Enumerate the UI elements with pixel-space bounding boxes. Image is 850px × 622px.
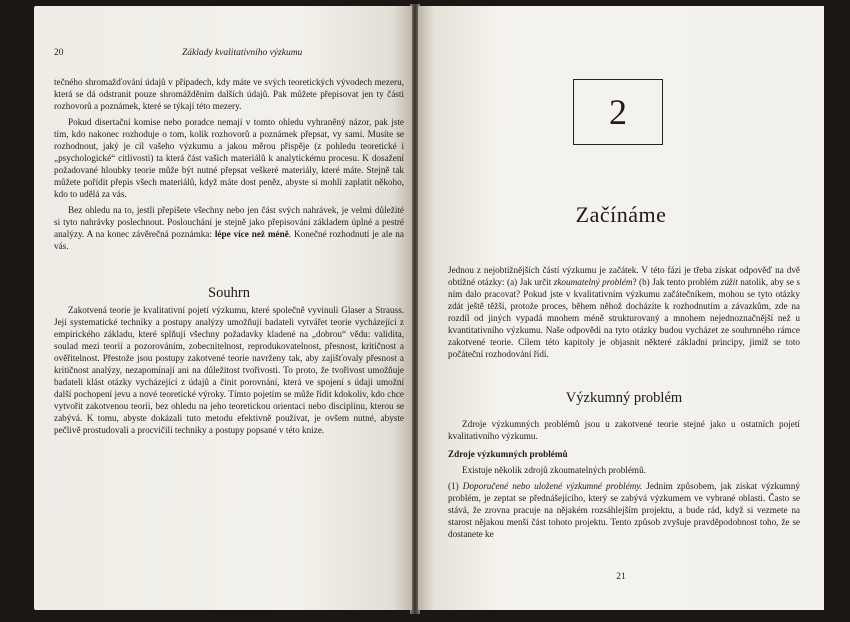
emphasis-italic: zkoumatelný problém: [553, 277, 633, 287]
chapter-intro-block: [448, 264, 800, 360]
left-text-block: [54, 76, 404, 252]
subsection-heading: Zdroje výzkumných problémů: [448, 449, 568, 459]
emphasis-bold: lépe více než méně: [214, 229, 289, 239]
paragraph: Zdroje výzkumných problémů jsou u zakotvené teorie stejné jako u ostatních pojetí kvalitativního výzkumu.: [448, 419, 800, 441]
paragraph: Pokud disertační komise nebo poradce nemají v tomto ohledu vyhraněný názor, pak jste tím, kdo nakonec rozhoduje o tom, kolik rozhovorů a poznámek přepsat, vy sami. Musíte se rozhodnout, jaký je cíl vašeho výzkumu a jakou měrou přispěje (z pohledu teoretické i „psychologické“ citlivosti) ta která část vašich materiálů k analytickému procesu. K dosažení požadované hloubky teorie může být nutné přepsat veškeré materiály, které máte. Stejně tak můžete pořídit přepis všech materiálů, když máte dost peněz, abyste si mohli zaplatit někoho, kdo to udělá za vás.: [54, 117, 404, 199]
chapter-title: Začínáme: [575, 202, 667, 227]
emphasis-italic: Doporučené nebo uložené výzkumné problémy.: [462, 481, 643, 491]
page-number-right: 21: [616, 572, 626, 582]
list-item: (1) Doporučené nebo uložené výzkumné problémy. Jedním způsobem, jak získat výzkumný problém, je zeptat se přednášejícího, který se zabývá výzkumem ve vybrané oblasti. Často se stává, že zrovna pracuje na nějakém rozsáhlejším projektu, a bude rád, když si vezmete na starost nějakou menší část tohoto projektu. Tento způsob zvyšuje pravděpodobnost toho, že se dostanete ke: [448, 481, 801, 539]
left-page: [34, 6, 412, 610]
running-head-title: Základy kvalitativního výzkumu: [182, 48, 303, 58]
right-page: [418, 6, 824, 610]
chapter-number: 2: [609, 92, 627, 132]
paragraph: Zakotvená teorie je kvalitativní pojetí výzkumu, které společně vyvinuli Glaser a Strauss. Její systematické techniky a postupy analýzy umožňují badateli vytvářet teorie vycházející z empirického základu, které splňují všechny požadavky kladené na „dobrou“ vědu: validita, soulad mezi teorií a pozorováním, zobecnitelnost, reprodukovatelnost, přesnost, kritičnost a ověřitelnost. Přestože jsou postupy zakotvené teorie navrženy tak, aby zajišťovaly přesnost a kritičnost analýzy, nezapomínají ani na důležitost tvořivosti. To proto, že tvořivost umožňuje badateli klást otázky vycházející z údajů a činit porovnání, která ve spojení s údaji umožní další pochopení jevu a nové teoretické výroky. Tímto pojetím se může řídit kdokoliv, kdo chce vytvořit zakotvenou teorii, bez ohledu na jeho teoretickou orientaci nebo disciplínu, kterou se zabývá. K tomu, abyste dokázali tuto metodu efektivně používat, je ovšem nutné, abyste pečlivě prostudovali a procvičili techniky a postupy popsané v této knize.: [54, 305, 404, 435]
page-number-left: 20: [54, 48, 64, 58]
chapter-number-box: [573, 79, 663, 145]
section-text-block: [448, 418, 800, 540]
souhrn-text-block: [54, 304, 404, 436]
paragraph: Jednou z nejobtížnějších částí výzkumu je začátek. V této fázi je třeba získat odpověď na dvě obtížné otázky: (a) Jak určit zkoumatelný problém? (b) Jak tento problém zúžit natolik, aby se s ním dalo pracovat? Pokud jste v kvalitativním výzkumu začátečníkem, mohou se tyto otázky zdát ještě těžší, protože proces, během něhož docházíte k rozhodnutím a závazkům, zde na rozdíl od jiných vypadá mnohem méně strukturovaný a mnohem nejednoznačnější než u kvantitativního výzkumu. Naše odpovědi na tyto otázky budou vycházet ze souhrnného rámce zakotvené teorie. Cílem této kapitoly je objasnit některé základní principy, jimiž se toto počáteční rozhodování řídí.: [448, 265, 800, 359]
emphasis-italic: zúžit: [720, 277, 738, 287]
paragraph: Bez ohledu na to, jestli přepíšete všechny nebo jen část svých nahrávek, je velmi důležité si tyto nahrávky poslechnout. Poslouchání je stejně jako přepisování základem úplné a pestré analýzy. A na konec závěrečná poznámka: lépe více než méně. Konečné rozhodnutí je ale na vás.: [54, 205, 404, 251]
paragraph: tečného shromažďování údajů v případech, kdy máte ve svých teoretických vývodech mezeru, která se dá odstranit pouze shromážděním dalších údajů. Pak můžete přepisovat jen ty části rozhovorů a poznámek, které se týkají této mezery.: [54, 77, 404, 111]
paragraph: Existuje několik zdrojů zkoumatelných problémů.: [462, 465, 646, 475]
section-heading-vyzkumny-problem: Výzkumný problém: [565, 390, 683, 406]
section-heading-souhrn: Souhrn: [208, 285, 250, 301]
